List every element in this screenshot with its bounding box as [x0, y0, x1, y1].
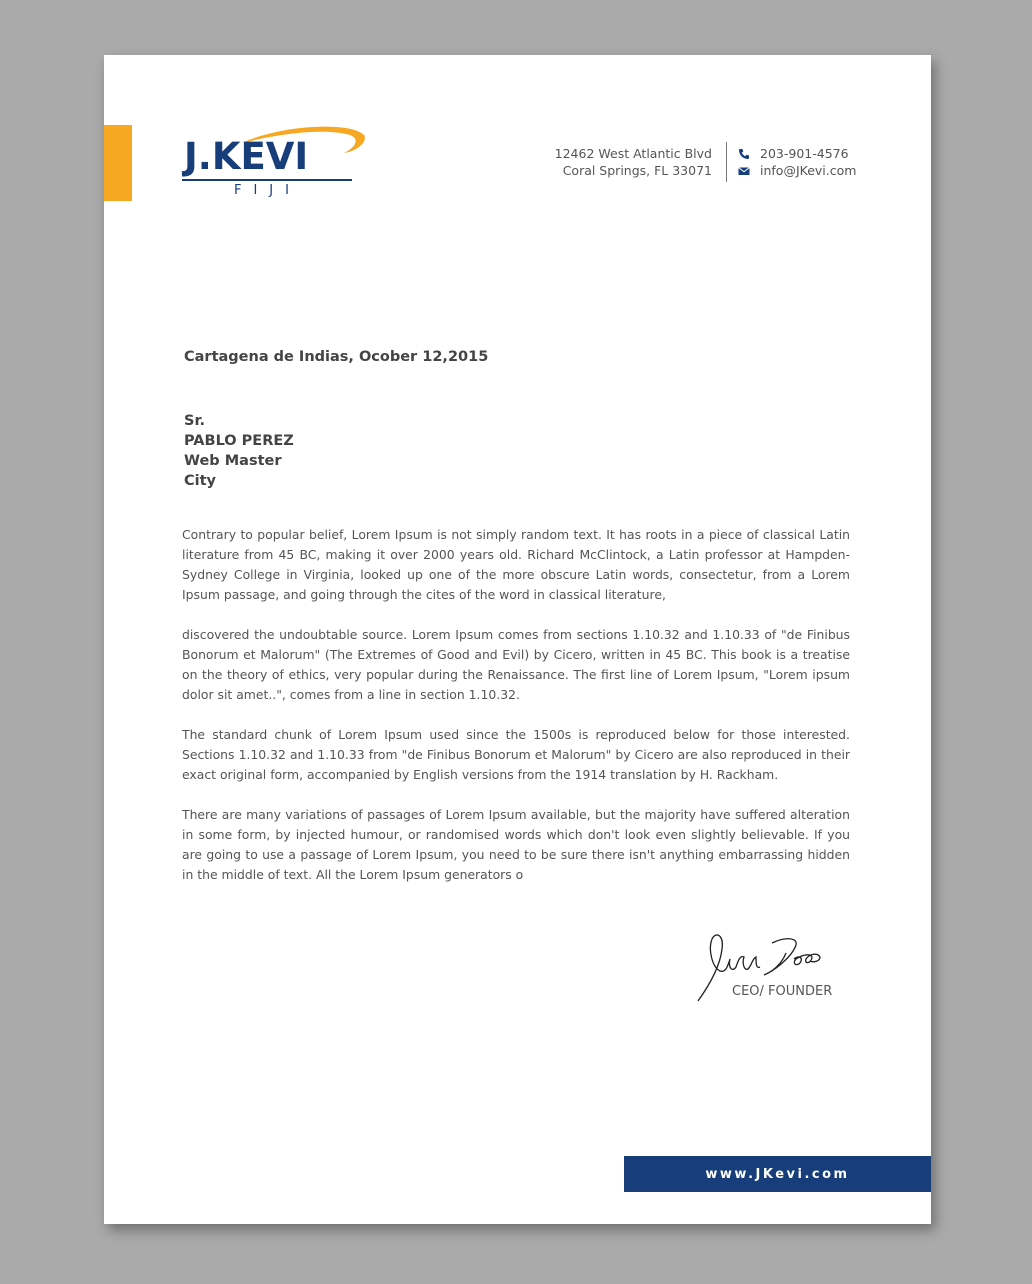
body-paragraph: discovered the undoubtable source. Lorem Ipsum comes from sections 1.10.32 and 1.10.33 of "de Finibus Bonorum et Malorum" (The Extremes of Good and Evil) by Cicero, written in 45 BC. This book is a treatise on the theory of ethics, very popular during the Renaissance. The first line of Lorem Ipsum, "Lorem ipsum dolor sit amet..", comes from a line in section 1.10.32. [182, 627, 850, 702]
recipient-salutation: Sr. [184, 413, 206, 429]
address-line-1: 12462 West Atlantic Blvd [554, 146, 712, 161]
logo-wordmark: J.KEVI [184, 135, 309, 178]
body-paragraph: There are many variations of passages of Lorem Ipsum available, but the majority have suffered alteration in some form, by injected humour, or randomised words which don't look even slightly believable. If you are going to use a passage of Lorem Ipsum, you need to be sure there isn't anything embarrassing hidden in the middle of text. All the Lorem Ipsum generators o [182, 807, 850, 882]
company-address [555, 145, 712, 179]
address-line-2: Coral Springs, FL 33071 [562, 163, 712, 178]
email-address[interactable]: info@JKevi.com [760, 163, 857, 178]
orange-accent-bar [104, 125, 132, 201]
recipient-role: Web Master [184, 453, 282, 469]
mail-icon [738, 165, 750, 177]
logo-subtitle: FIJI [234, 183, 301, 198]
logo-underline [182, 179, 352, 181]
recipient-city: City [184, 473, 216, 489]
recipient-name: PABLO PEREZ [184, 433, 294, 449]
letter-body [182, 525, 850, 905]
letterhead-page [104, 55, 931, 1224]
company-logo [180, 123, 370, 203]
phone-number[interactable]: 203-901-4576 [760, 146, 849, 161]
phone-icon [738, 148, 750, 160]
body-paragraph: Contrary to popular belief, Lorem Ipsum is not simply random text. It has roots in a piece of classical Latin literature from 45 BC, making it over 2000 years old. Richard McClintock, a Latin professor at Hampden-Sydney College in Virginia, looked up one of the more obscure Latin words, consectetur, from a Lorem Ipsum passage, and going through the cites of the word in classical literature, [182, 527, 850, 602]
contact-info [738, 145, 856, 179]
body-paragraph: The standard chunk of Lorem Ipsum used since the 1500s is reproduced below for those interested. Sections 1.10.32 and 1.10.33 from "de Finibus Bonorum et Malorum" by Cicero are also reproduced in their exact original form, accompanied by English versions from the 1914 translation by H. Rackham. [182, 727, 850, 782]
signature-title: CEO/ FOUNDER [732, 984, 833, 999]
letter-date: Cartagena de Indias, Ocober 12,2015 [184, 349, 489, 365]
header-divider [726, 142, 727, 182]
recipient-block [184, 411, 294, 491]
website-link[interactable]: www.JKevi.com [705, 1166, 850, 1182]
website-footer-bar [624, 1156, 931, 1192]
